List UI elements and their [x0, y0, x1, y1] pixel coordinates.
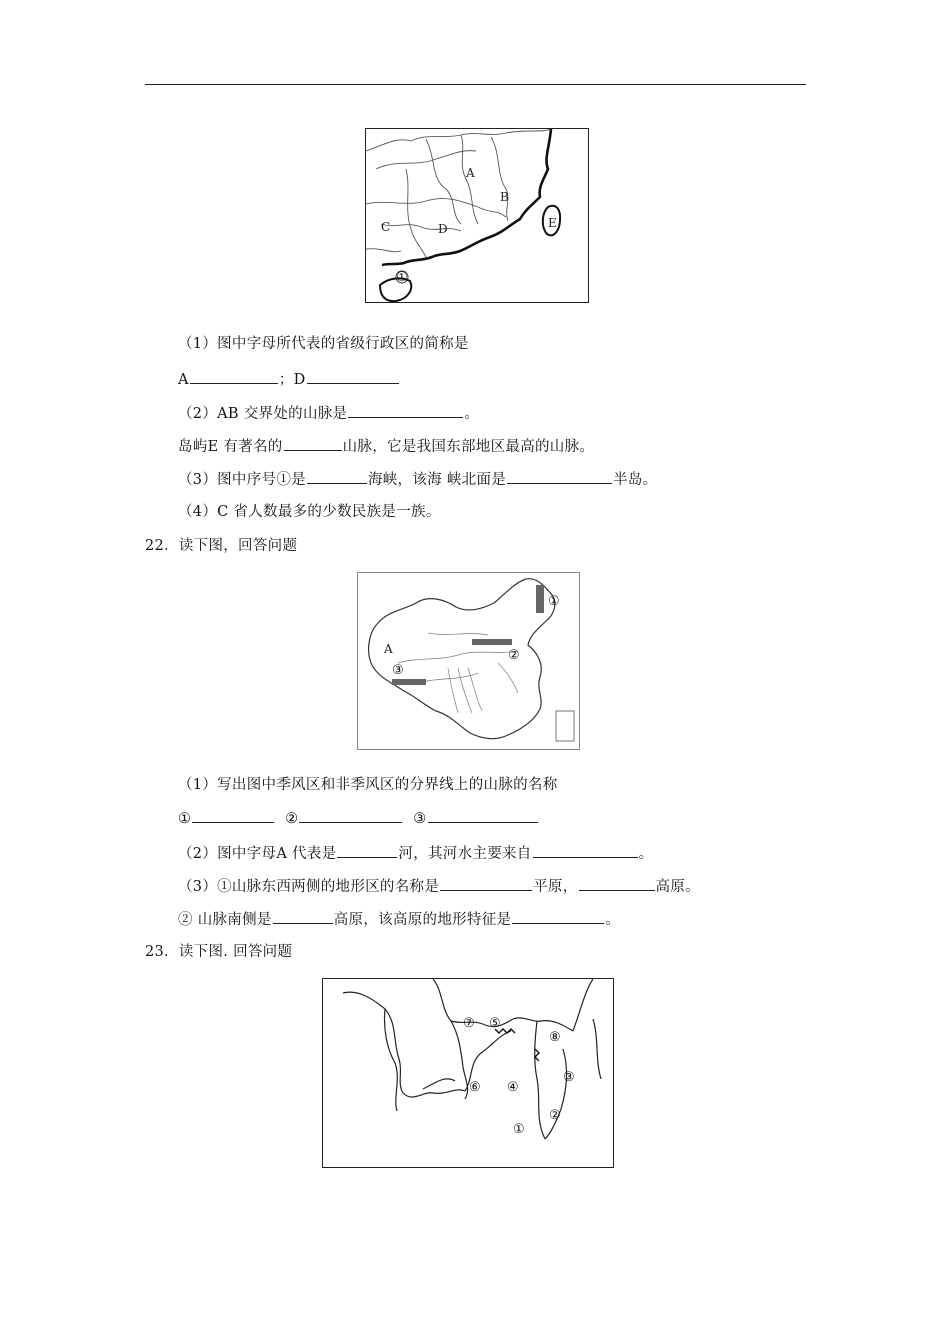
q21-part3-suffix: 半岛。 [613, 472, 658, 488]
map1-label-c: C [381, 220, 391, 234]
map2-label-1: ① [548, 594, 560, 609]
q21-blank-a[interactable] [190, 369, 278, 384]
q22-blank-south-plateau[interactable] [273, 909, 333, 924]
q23-title: 23．读下图. 回答问题 [145, 944, 293, 960]
q22-part3-prefix: （3）①山脉东西两侧的地形区的名称是 [178, 879, 440, 895]
map1-label-e: E [548, 216, 557, 230]
q22-part2-end: 。 [638, 846, 654, 862]
header-rule [145, 84, 806, 85]
map2-label-a: A [384, 642, 393, 656]
q21-part3 [178, 469, 657, 490]
q22-blank-2[interactable] [299, 808, 402, 823]
q22-part3-suffix: 高原。 [655, 879, 700, 895]
q22-circle-3: ③ [413, 811, 427, 827]
q21-label-d: ；D [278, 372, 306, 388]
map3-label-1: ① [513, 1122, 525, 1137]
map1-label-b: B [500, 190, 509, 204]
map1-label-circle1: ① [396, 270, 408, 285]
q21-blank-d[interactable] [307, 369, 399, 384]
q22-part1-answers [178, 808, 539, 829]
q21-label-a: A [178, 372, 189, 388]
q22-circle-1: ① [178, 811, 192, 827]
q21-blank-mountain[interactable] [348, 403, 463, 418]
q22-part3 [178, 876, 700, 897]
map1-label-d: D [438, 222, 448, 236]
q22-part2-mid: 河，其河水主要来自 [398, 846, 532, 862]
q21-blank-strait[interactable] [307, 469, 367, 484]
q22-part1: （1）写出图中季风区和非季风区的分界线上的山脉的名称 [178, 777, 558, 793]
q21-blank-island-mountain[interactable] [284, 436, 342, 451]
q22-part3b-end: 。 [605, 912, 621, 928]
map-china-mountains [357, 572, 580, 750]
q22-title: 22．读下图，回答问题 [145, 538, 298, 554]
map2-label-3: ③ [392, 663, 404, 678]
q21-part2-end: 。 [464, 406, 480, 422]
q22-part3b-mid: 高原，该高原的地形特征是 [333, 912, 512, 928]
q22-part3b [178, 909, 620, 930]
q21-part2b-suffix: 山脉，它是我国东部地区最高的山脉。 [342, 439, 595, 455]
q22-blank-feature[interactable] [512, 909, 604, 924]
map1-label-a: A [466, 166, 475, 180]
q22-part3b-prefix: ② 山脉南侧是 [178, 912, 272, 928]
map3-label-5: ⑤ [489, 1016, 501, 1031]
map3-label-2: ② [549, 1108, 561, 1123]
map3-label-7: ⑦ [463, 1016, 475, 1031]
q22-part2-prefix: （2）图中字母A 代表是 [178, 846, 337, 862]
q22-circle-2: ② [285, 811, 299, 827]
q21-part1: （1）图中字母所代表的省级行政区的简称是 [178, 336, 469, 352]
map3-label-3: ③ [563, 1070, 575, 1085]
q21-part3-prefix: （3）图中序号①是 [178, 472, 306, 488]
q22-part2 [178, 843, 653, 864]
map-rivers [322, 978, 614, 1168]
q22-blank-plain[interactable] [440, 876, 532, 891]
q21-part1-answers [178, 369, 400, 390]
map3-label-8: ⑧ [549, 1030, 561, 1045]
map3-label-6: ⑥ [469, 1080, 481, 1095]
q22-blank-river[interactable] [337, 843, 397, 858]
q21-part2b-prefix: 岛屿E 有著名的 [178, 439, 283, 455]
q21-part3-mid: 海峡，该海 峡北面是 [367, 472, 507, 488]
q22-blank-plateau[interactable] [579, 876, 655, 891]
map3-label-4: ④ [507, 1080, 519, 1095]
map2-label-2: ② [508, 648, 520, 663]
q22-blank-water-source[interactable] [533, 843, 638, 858]
q21-part4: （4）C 省人数最多的少数民族是一族。 [178, 504, 441, 520]
map-southeast-china [365, 128, 589, 303]
q21-part2-prefix: （2）AB 交界处的山脉是 [178, 406, 348, 422]
q22-blank-1[interactable] [192, 808, 274, 823]
q21-part2 [178, 403, 479, 424]
q21-part2b [178, 436, 594, 457]
q22-part3-mid: 平原， [533, 879, 578, 895]
q21-blank-peninsula[interactable] [507, 469, 612, 484]
q22-blank-3[interactable] [428, 808, 538, 823]
